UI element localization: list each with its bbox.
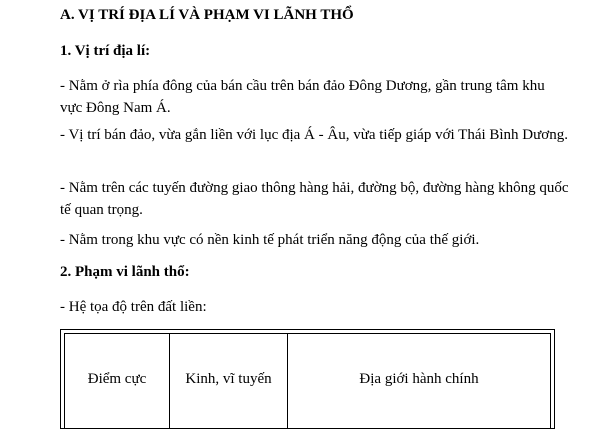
territory-heading: 2. Phạm vi lãnh thổ: [60,264,190,280]
section-title: A. VỊ TRÍ ĐỊA LÍ VÀ PHẠM VI LÃNH THỔ [60,7,354,23]
location-paragraph-3: - Nằm trên các tuyến đường giao thông hàng hải, đường bộ, đường hàng không quốc tế quan trọng. [60,180,569,218]
territory-intro: - Hệ tọa độ trên đất liền: [60,299,207,315]
coordinates-table [60,329,555,429]
table-header-cell [288,334,550,428]
location-paragraph-1: - Nằm ở rìa phía đông của bán cầu trên bán đảo Đông Dương, gần trung tâm khu vực Đông Nam Á. [60,78,545,116]
table-header-cell [65,334,170,428]
header-longitude-latitude: Kinh, vĩ tuyến [185,371,272,387]
header-administrative-boundary: Địa giới hành chính [359,371,479,387]
table-header-row [64,333,551,428]
location-paragraph-4: - Nằm trong khu vực có nền kinh tế phát triển năng động của thế giới. [60,232,480,248]
location-heading: 1. Vị trí địa lí: [60,43,151,59]
location-paragraph-2: - Vị trí bán đảo, vừa gắn liền với lục địa Á - Âu, vừa tiếp giáp với Thái Bình Dương. [60,127,568,143]
table-header-cell [170,334,288,428]
header-extreme-point: Điểm cực [87,371,147,387]
